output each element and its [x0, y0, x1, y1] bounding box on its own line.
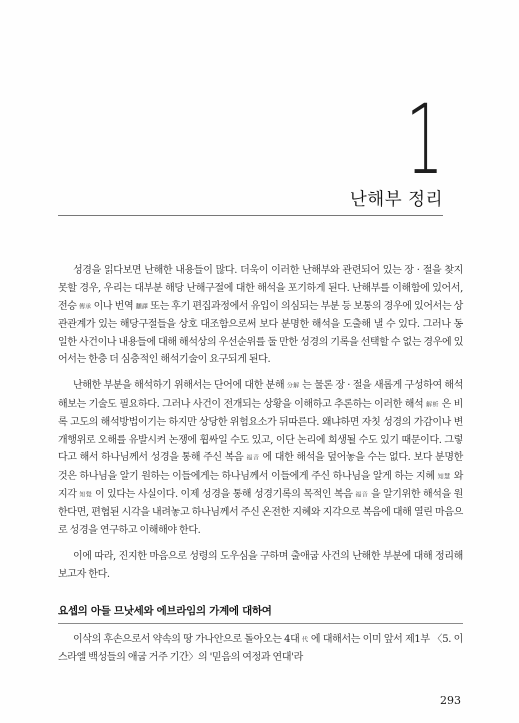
- hanja-annotation: 分解: [286, 382, 300, 390]
- hanja-annotation: 知慧: [437, 473, 451, 481]
- chapter-number: 1: [405, 84, 441, 196]
- body-text: [58, 262, 463, 584]
- hanja-annotation: 解析: [426, 401, 439, 409]
- chapter-title-rule: [58, 215, 443, 216]
- chapter-title: 난해부 정리: [349, 190, 443, 210]
- text-segment: 이삭의 후손으로서 약속의 땅 가나안으로 돌아오는 4대: [73, 634, 303, 645]
- text-segment: 난해한 부분을 해석하기 위해서는 단어에 대한 분해: [73, 380, 287, 392]
- page-number: 293: [440, 694, 461, 707]
- text-segment: 또는 후기 편집과정에서 유입이 의심되는 부분 등 보통의 경우에 있어서는 상관관계가 있는 해당구절들을 상호 대조함으로써 보다 분명한 해석을 도출해 낼 수 있다. 그러나 동일한 사건이나 내용들에 대해 해석상의 우선순위를 둘 만한 성경의 기록을 선택할 수 없는 경우에 있어서는 한층 더 심층적인 해석기술이 요구되게 된다.: [58, 300, 464, 366]
- hanja-annotation: 福音: [355, 491, 369, 499]
- section-body-text: [58, 631, 463, 667]
- text-segment: 에 대한 해석을 덮어놓을 수는 없다. 보다 분명한 것은 하나님을 알기 원하는 이들에게는 하나님께서 이들에게 주신 하나님을 알게 하는 지혜: [58, 452, 463, 482]
- paragraph-interpretation: [58, 377, 463, 540]
- text-segment: 이에 따라, 진지한 마음으로 성령의 도우심을 구하며 출애굽 사건의 난해한 부분에 대해 정리해 보고자 한다.: [58, 550, 463, 580]
- section-heading: 요셉의 아들 므낫세와 에브라임의 가계에 대하여: [58, 605, 272, 617]
- hanja-annotation: 代: [302, 636, 309, 644]
- text-segment: 은 비록 고도의 해석방법이기는 하지만 상당한 위험요소가 뒤따른다. 왜냐하면 자칫 성경의 가감이나 변개행위로 오해를 유발시켜 논쟁에 휩싸일 수도 있고, 이단 논리에 희생될 수도 있기 때문이다. 그렇다고 해서 하나님께서 성경을 통해 주신 복음: [58, 398, 463, 464]
- text-segment: 이나 번역: [91, 300, 136, 312]
- paragraph-conclusion: [58, 548, 463, 584]
- paragraph-intro: [58, 262, 463, 369]
- hanja-annotation: 傳承: [79, 303, 92, 311]
- hanja-annotation: 知覺: [79, 491, 93, 499]
- text-segment: 성경을 읽다보면 난해한 내용들이 많다. 더욱이 이러한 난해부와 관련되어 있는 장 · 절을 찾지 못할 경우, 우리는 대부분 해당 난해구절에 대한 해석을 포기하게 된다. 난해부를 이해함에 있어서, 전승: [58, 265, 463, 312]
- text-segment: 에 대해서는 이미 앞서 제1부 〈5. 이스라엘 백성들의 애굽 거주 기간〉의 '믿음의 여정과 연대'라: [58, 634, 463, 664]
- text-segment: 이 있다는 사실이다. 이제 성경을 통해 성경기록의 목적인 복음: [92, 489, 356, 501]
- text-segment: 는 물론 장 · 절을 새롭게 구성하여 해석해보는 기술도 필요하다. 그러나 사건이 전개되는 상황을 이해하고 추론하는 이러한 해석: [58, 380, 464, 410]
- text-segment: 을 알기위한 해석을 원한다면, 편협된 시각을 내려놓고 하나님께서 주신 온전한 지혜와 지각으로 복음에 대해 열린 마음으로 성경을 연구하고 이해해야 한다.: [58, 489, 463, 537]
- paragraph-section: [58, 631, 463, 667]
- hanja-annotation: 飜譯: [135, 303, 148, 311]
- section-heading-rule: [58, 623, 463, 624]
- text-segment: 와 지각: [58, 470, 463, 501]
- hanja-annotation: 福音: [246, 454, 260, 462]
